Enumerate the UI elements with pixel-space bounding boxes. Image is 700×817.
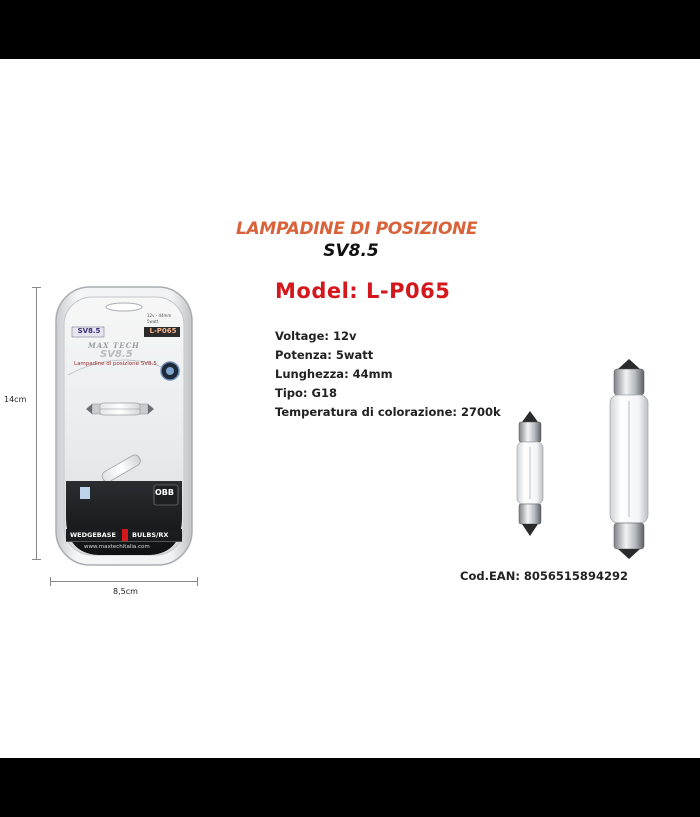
package-small-print-2: 5watt xyxy=(147,319,159,324)
package-website: www.maxtechitalia.com xyxy=(84,544,150,550)
product-image xyxy=(0,59,700,758)
small-bulb-shape xyxy=(517,411,543,536)
product-headline: LAMPADINE DI POSIZIONE xyxy=(236,219,478,239)
spec-power: Potenza: 5watt xyxy=(275,348,374,362)
width-dimension-line xyxy=(50,581,198,582)
height-dimension-cap-top xyxy=(32,287,41,288)
height-dimension-label: 14cm xyxy=(4,395,27,404)
package-big-socket: SV8.5 xyxy=(100,349,133,360)
height-dimension-line xyxy=(36,287,37,559)
product-model: Model: L-P065 xyxy=(275,279,451,303)
package-brand: MAX TECH xyxy=(88,341,140,350)
package-strip-right: BULBS/RX xyxy=(132,531,169,539)
spec-type: Tipo: G18 xyxy=(275,386,337,400)
spec-length: Lunghezza: 44mm xyxy=(275,367,393,381)
package-strip-left: WEDGEBASE xyxy=(70,531,116,539)
ean-code: Cod.EAN: 8056515894292 xyxy=(460,569,628,583)
height-dimension-cap-bottom xyxy=(32,559,41,560)
large-bulb-shape xyxy=(610,359,648,559)
product-socket-type: SV8.5 xyxy=(323,241,379,261)
package-title: Lampadine di posizione SV8.5 xyxy=(74,361,157,367)
width-dimension-cap-left xyxy=(50,577,51,586)
spec-voltage: Voltage: 12v xyxy=(275,329,357,343)
width-dimension-cap-right xyxy=(197,577,198,586)
package-code-badge: L-P065 xyxy=(149,327,177,335)
width-dimension-label: 8,5cm xyxy=(113,587,138,596)
spec-color-temperature: Temperatura di colorazione: 2700k xyxy=(275,405,501,419)
package-small-print: 12v - 44mm xyxy=(147,313,172,318)
festoon-bulbs xyxy=(470,359,670,559)
package-obb-badge: OBB xyxy=(155,488,174,497)
spec-list xyxy=(275,327,501,422)
package-socket-badge: SV8.5 xyxy=(77,327,101,335)
